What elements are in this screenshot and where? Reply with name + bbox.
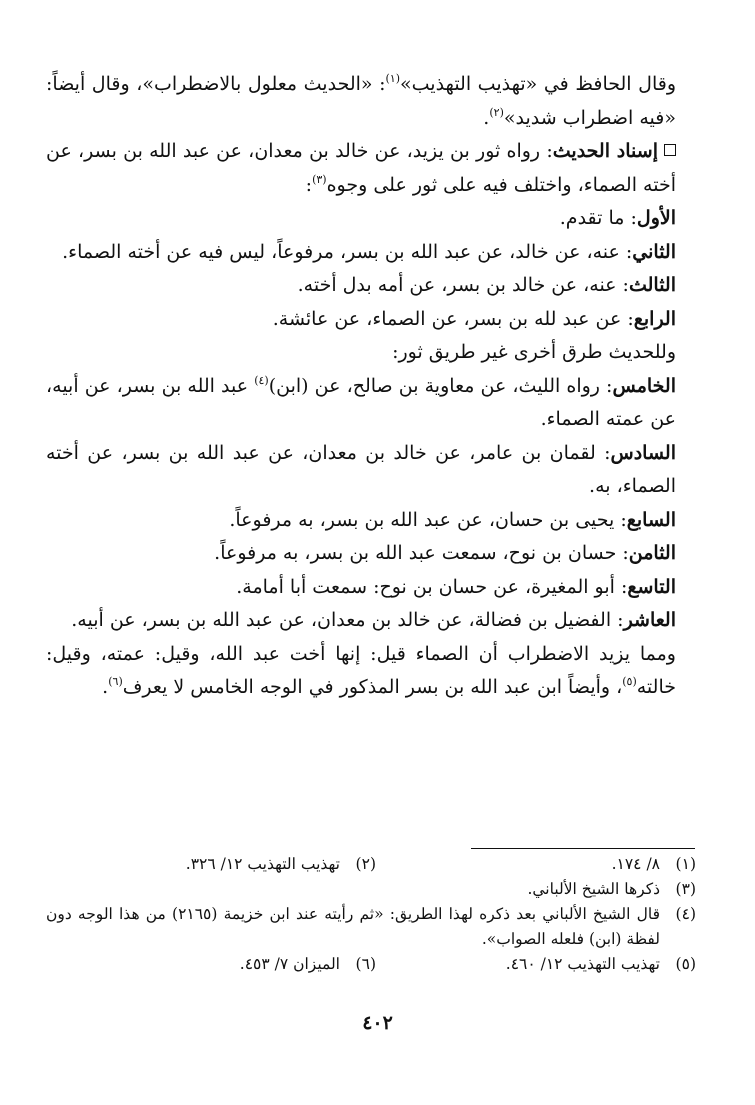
label-second: الثاني — [632, 240, 676, 263]
text: : لقمان بن عامر، عن خالد بن معدان، عن عبد الله بن بسر، عن أخته الصماء، به. — [46, 441, 676, 497]
footnote-ref-3[interactable]: (٣) — [312, 172, 327, 186]
footnote-text: الميزان ٧/ ٤٥٣. — [239, 955, 340, 973]
footnote-5 — [376, 952, 696, 977]
text: : ما تقدم. — [559, 207, 637, 229]
footnote-ref-6[interactable]: (٦) — [108, 675, 123, 688]
label-seventh: السابع — [626, 508, 676, 531]
footnote-row — [46, 952, 696, 977]
text: : يحيى بن حسان، عن عبد الله بن بسر، به مرفوعاً. — [229, 508, 627, 531]
text: وقال الحافظ في «تهذيب التهذيب» — [400, 73, 676, 95]
paragraph-isnad — [46, 135, 696, 202]
text: : عنه، عن خالد، عن عبد الله بن بسر، مرفوعاً، ليس فيه عن أخته الصماء. — [62, 240, 633, 263]
footnote-ref-4[interactable]: (٤) — [254, 373, 269, 387]
text: . — [483, 106, 490, 129]
footnote-text: قال الشيخ الألباني بعد ذكره لهذا الطريق: «ثم رأيته عند ابن خزيمة (٢١٦٥) من هذا الوجه دون لفظة (ابن) فلعله الصواب». — [46, 905, 660, 948]
paragraph-third — [46, 269, 696, 303]
footnote-text: تهذيب التهذيب ١٢/ ٣٢٦. — [185, 855, 340, 873]
footnote-ref-5[interactable]: (٥) — [622, 675, 637, 688]
paragraph-seventh — [46, 504, 696, 538]
paragraph-ninth — [46, 571, 696, 605]
text: عبد الله بن بسر، عن أبيه، عن عمته الصماء. — [46, 374, 676, 430]
text: : — [305, 173, 313, 196]
paragraph-tenth — [46, 604, 696, 638]
label-fourth: الرابع — [633, 307, 676, 330]
footnote-number: (٤) — [675, 905, 696, 923]
page-number: ٤٠٢ — [362, 1012, 393, 1034]
footnote-6 — [240, 952, 376, 977]
label-fifth: الخامس — [612, 374, 676, 397]
text: : عنه، عن خالد بن بسر، عن أمه بدل أخته. — [297, 274, 629, 296]
footnote-number: (٢) — [355, 855, 376, 873]
label-tenth: العاشر — [623, 609, 676, 631]
paragraph-fourth — [46, 303, 696, 337]
text: : حسان بن نوح، سمعت عبد الله بن بسر، به مرفوعاً. — [214, 542, 629, 564]
footnote-3 — [527, 877, 696, 902]
footnote-2 — [186, 852, 376, 877]
heading-isnad: إسناد الحديث — [552, 140, 658, 162]
footnote-number: (٥) — [675, 955, 696, 973]
text: . — [102, 676, 109, 698]
footnote-text: ٨/ ١٧٤. — [611, 855, 660, 873]
text: : أبو المغيرة، عن حسان بن نوح: سمعت أبا أمامة. — [236, 575, 628, 598]
text: : رواه ثور بن يزيد، عن خالد بن معدان، عن عبد الله بن بسر، عن أخته الصماء، واختلف فيه على ثور على وجوه — [46, 140, 676, 196]
paragraph-second — [46, 236, 696, 270]
text: : الفضيل بن فضالة، عن خالد بن معدان، عن عبد الله بن بسر، عن أبيه. — [71, 609, 624, 631]
paragraph-hafiz-quote — [46, 68, 696, 135]
footnote-row — [46, 877, 696, 902]
footnote-text: تهذيب التهذيب ١٢/ ٤٦٠. — [505, 955, 660, 973]
footnote-text: ذكرها الشيخ الألباني. — [527, 880, 660, 898]
paragraph-first — [46, 202, 696, 236]
paragraph-eighth — [46, 537, 696, 571]
footnote-1 — [376, 852, 696, 877]
square-bullet-icon — [664, 144, 676, 156]
text: ، وأيضاً ابن عبد الله بن بسر المذكور في الوجه الخامس لا يعرف — [122, 676, 623, 698]
label-third: الثالث — [628, 274, 676, 296]
text: : عن عبد لله بن بسر، عن الصماء، عن عائشة. — [272, 307, 634, 330]
footnote-number: (١) — [675, 855, 696, 873]
paragraph-conclusion — [46, 638, 696, 705]
main-text — [46, 68, 696, 705]
text: وللحديث طرق أخرى غير طريق ثور: — [392, 341, 676, 363]
footnote-ref-1[interactable]: (١) — [385, 72, 401, 85]
footnotes — [46, 852, 696, 977]
label-ninth: التاسع — [627, 575, 676, 598]
footnote-separator — [471, 848, 695, 849]
footnote-ref-2[interactable]: (٢) — [489, 105, 504, 119]
footnote-number: (٣) — [675, 880, 696, 898]
label-eighth: الثامن — [628, 542, 676, 564]
text: : رواه الليث، عن معاوية بن صالح، عن (ابن) — [268, 374, 613, 397]
paragraph-sixth — [46, 437, 696, 504]
footnote-row — [46, 852, 696, 877]
paragraph-other-routes — [46, 336, 696, 370]
paragraph-fifth — [46, 370, 696, 437]
label-first: الأول — [636, 207, 676, 229]
footnote-4 — [46, 902, 696, 952]
text: : «الحديث معلول بالاضطراب»، وقال أيضاً: «فيه اضطراب شديد» — [46, 73, 676, 129]
text: ومما يزيد الاضطراب أن الصماء قيل: إنها أخت عبد الله، وقيل: عمته، وقيل: خالته — [46, 642, 676, 698]
label-sixth: السادس — [610, 441, 676, 464]
footnote-number: (٦) — [355, 955, 376, 973]
